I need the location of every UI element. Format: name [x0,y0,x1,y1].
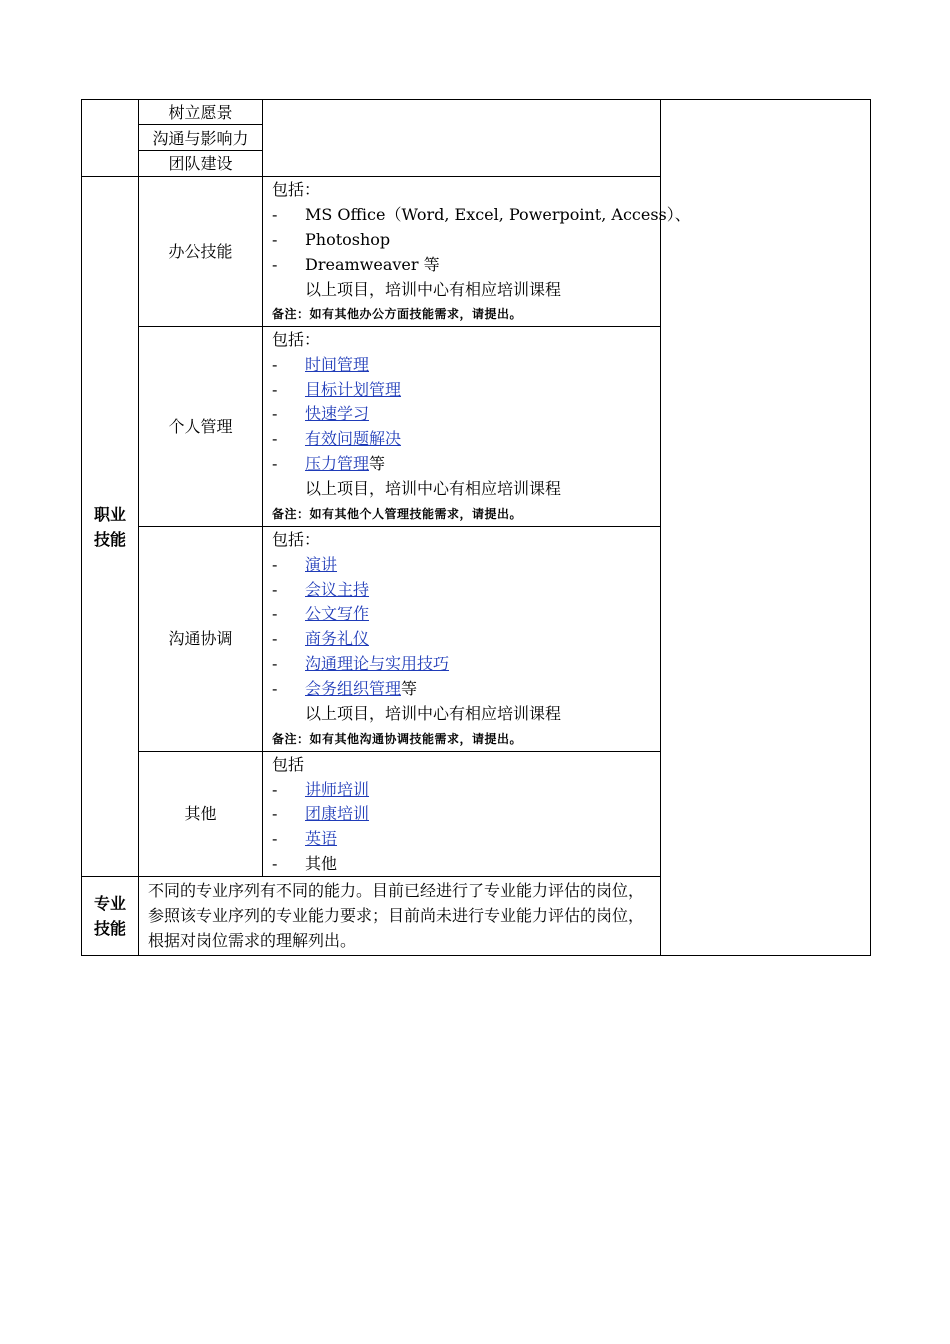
table-border [81,876,661,877]
other-name: 其他 [184,804,217,823]
list-dash: - [272,804,278,823]
list-dash: - [272,230,278,249]
top-row-vision: 树立愿景 [168,103,233,122]
list-dash: - [272,429,278,448]
link-business-etiquette[interactable]: 商务礼仪 [305,629,370,648]
list-dash: - [272,854,278,873]
personal-last-item [305,451,385,476]
personal-training-note: 以上项目，培训中心有相应培训课程 [305,479,562,498]
top-row-influence: 沟通与影响力 [152,129,249,148]
other-plain-item: 其他 [305,854,338,873]
list-dash: - [272,355,278,374]
professional-label-line2: 技能 [94,919,127,938]
list-dash: - [272,829,278,848]
vocational-label-line2: 技能 [94,530,127,549]
communication-training-note: 以上项目，培训中心有相应培训课程 [305,704,562,723]
list-dash: - [272,679,278,698]
table-border [81,99,82,956]
list-dash: - [272,629,278,648]
other-intro: 包括 [272,755,305,774]
professional-description: 不同的专业序列有不同的能力。目前已经进行了专业能力评估的岗位，参照该专业序列的专业能力要求；目前尚未进行专业能力评估的岗位，根据对岗位需求的理解列出。 [148,881,645,950]
personal-mgmt-name: 个人管理 [168,417,233,436]
office-intro: 包括： [272,180,321,199]
professional-label-line1: 专业 [94,894,127,913]
link-official-writing[interactable]: 公文写作 [305,604,370,623]
link-team-building-training[interactable]: 团康培训 [305,804,370,823]
table-border [870,99,871,956]
communication-intro: 包括： [272,530,321,549]
list-dash: - [272,454,278,473]
communication-name: 沟通协调 [168,629,233,648]
link-english[interactable]: 英语 [305,829,338,848]
office-remark: 备注：如有其他办公方面技能需求，请提出。 [272,307,523,321]
list-dash: - [272,780,278,799]
top-row-team-building: 团队建设 [168,154,233,173]
link-fast-learning[interactable]: 快速学习 [305,404,370,423]
link-time-management[interactable]: 时间管理 [305,355,370,374]
list-dash: - [272,255,278,274]
link-goal-planning[interactable]: 目标计划管理 [305,380,402,399]
table-border [81,176,661,177]
list-dash: - [272,654,278,673]
communication-last-item [305,676,417,701]
list-dash: - [272,205,278,224]
list-dash: - [272,580,278,599]
personal-item-suffix: 等 [369,454,386,473]
vocational-label-line1: 职业 [94,505,127,524]
personal-intro: 包括： [272,330,321,349]
link-communication-theory[interactable]: 沟通理论与实用技巧 [305,654,450,673]
table-border [660,99,661,956]
link-speech[interactable]: 演讲 [305,555,338,574]
table-border [81,955,871,956]
link-trainer-training[interactable]: 讲师培训 [305,780,370,799]
link-stress-management[interactable]: 压力管理 [305,454,370,473]
list-dash: - [272,380,278,399]
office-item-dreamweaver [305,252,440,277]
list-dash: - [272,555,278,574]
communication-remark: 备注：如有其他沟通协调技能需求，请提出。 [272,732,523,746]
office-item-suffix: 等 [423,255,440,274]
office-skills-name: 办公技能 [168,242,233,261]
office-item-dreamweaver-text: Dreamweaver [305,255,419,274]
link-conference-organization[interactable]: 会务组织管理 [305,679,402,698]
list-dash: - [272,604,278,623]
office-item-ms-office: MS Office（Word, Excel, Powerpoint, Access）、 [305,205,691,224]
table-border [262,99,263,877]
list-dash: - [272,404,278,423]
link-meeting-hosting[interactable]: 会议主持 [305,580,370,599]
personal-remark: 备注：如有其他个人管理技能需求，请提出。 [272,507,523,521]
table-border [138,99,139,956]
office-training-note: 以上项目，培训中心有相应培训课程 [305,280,562,299]
link-problem-solving[interactable]: 有效问题解决 [305,429,402,448]
communication-item-suffix: 等 [401,679,418,698]
office-item-photoshop: Photoshop [305,230,391,249]
